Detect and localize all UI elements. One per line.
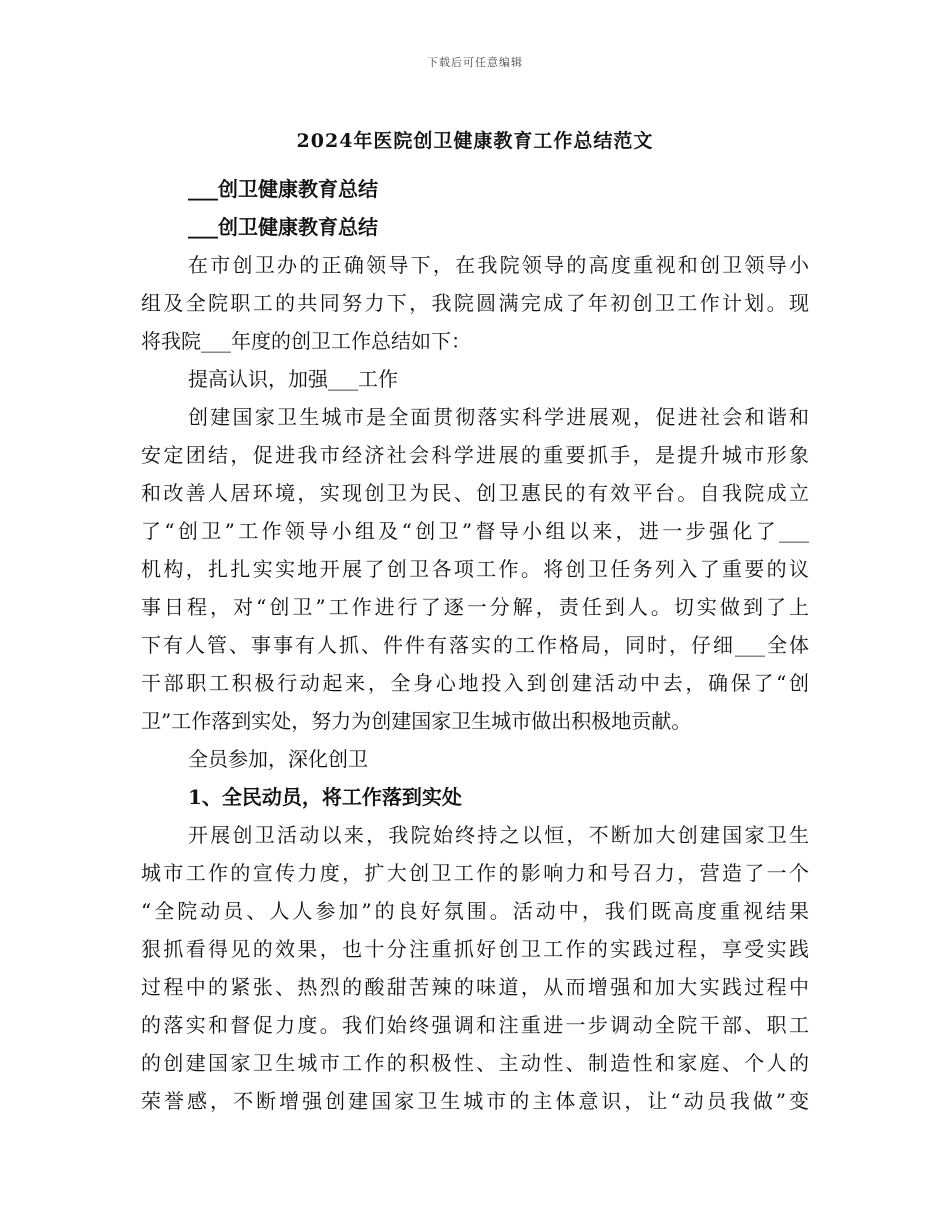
body-text-line: 将我院___年度的创卫工作总结如下： [141,329,471,353]
body-text-line: 组及全院职工的共同努力下，我院圆满完成了年初创卫工作计划。现 [141,291,809,315]
section-heading: ___创卫健康教育总结 [188,215,378,239]
document-title: 2024年医院创卫健康教育工作总结范文 [296,130,654,152]
body-text-line: 事日程，对“创卫”工作进行了逐一分解，责任到人。切实做到了上 [141,595,809,619]
body-text-line: “全院动员、人人参加”的良好氛围。活动中，我们既高度重视结果 [141,899,809,923]
body-text-line: 全员参加，深化创卫 [188,747,368,771]
body-text-line: 的创建国家卫生城市工作的积极性、主动性、制造性和家庭、个人的 [141,1051,809,1075]
body-text-line: 下有人管、事事有人抓、件件有落实的工作格局，同时，仔细___全体 [141,633,809,657]
body-text-line: 安定团结，促进我市经济社会科学进展的重要抓手，是提升城市形象 [141,443,809,467]
body-text-line: 了“创卫”工作领导小组及“创卫”督导小组以来，进一步强化了___ [141,519,809,543]
body-text-line: 荣誉感，不断增强创建国家卫生城市的主体意识，让“动员我做”变 [141,1089,809,1113]
body-text-line: 提高认识，加强___工作 [188,367,398,391]
body-text-line: 过程中的紧张、热烈的酸甜苦辣的味道，从而增强和加大实践过程中 [141,975,809,999]
body-text-line: 卫”工作落到实处，努力为创建国家卫生城市做出积极地贡献。 [141,709,692,733]
body-text-line: 创建国家卫生城市是全面贯彻落实科学进展观，促进社会和谐和 [188,405,809,429]
body-text-line: 城市工作的宣传力度，扩大创卫工作的影响力和号召力，营造了一个 [141,861,809,885]
section-heading: ___创卫健康教育总结 [188,177,378,201]
body-text-line: 机构，扎扎实实地开展了创卫各项工作。将创卫任务列入了重要的议 [141,557,809,581]
section-heading: 1、全民动员，将工作落到实处 [188,785,462,809]
body-text-line: 开展创卫活动以来，我院始终持之以恒，不断加大创建国家卫生 [188,823,809,847]
body-text-line: 狠抓看得见的效果，也十分注重抓好创卫工作的实践过程，享受实践 [141,937,809,961]
body-text-line: 和改善人居环境，实现创卫为民、创卫惠民的有效平台。自我院成立 [141,481,809,505]
document-body [141,170,809,1120]
body-text-line: 在市创卫办的正确领导下，在我院领导的高度重视和创卫领导小 [188,253,809,277]
body-text-line: 的落实和督促力度。我们始终强调和注重进一步调动全院干部、职工 [141,1013,809,1037]
body-text-line: 干部职工积极行动起来，全身心地投入到创建活动中去，确保了“创 [141,671,809,695]
header-note: 下载后可任意编辑 [427,56,523,69]
